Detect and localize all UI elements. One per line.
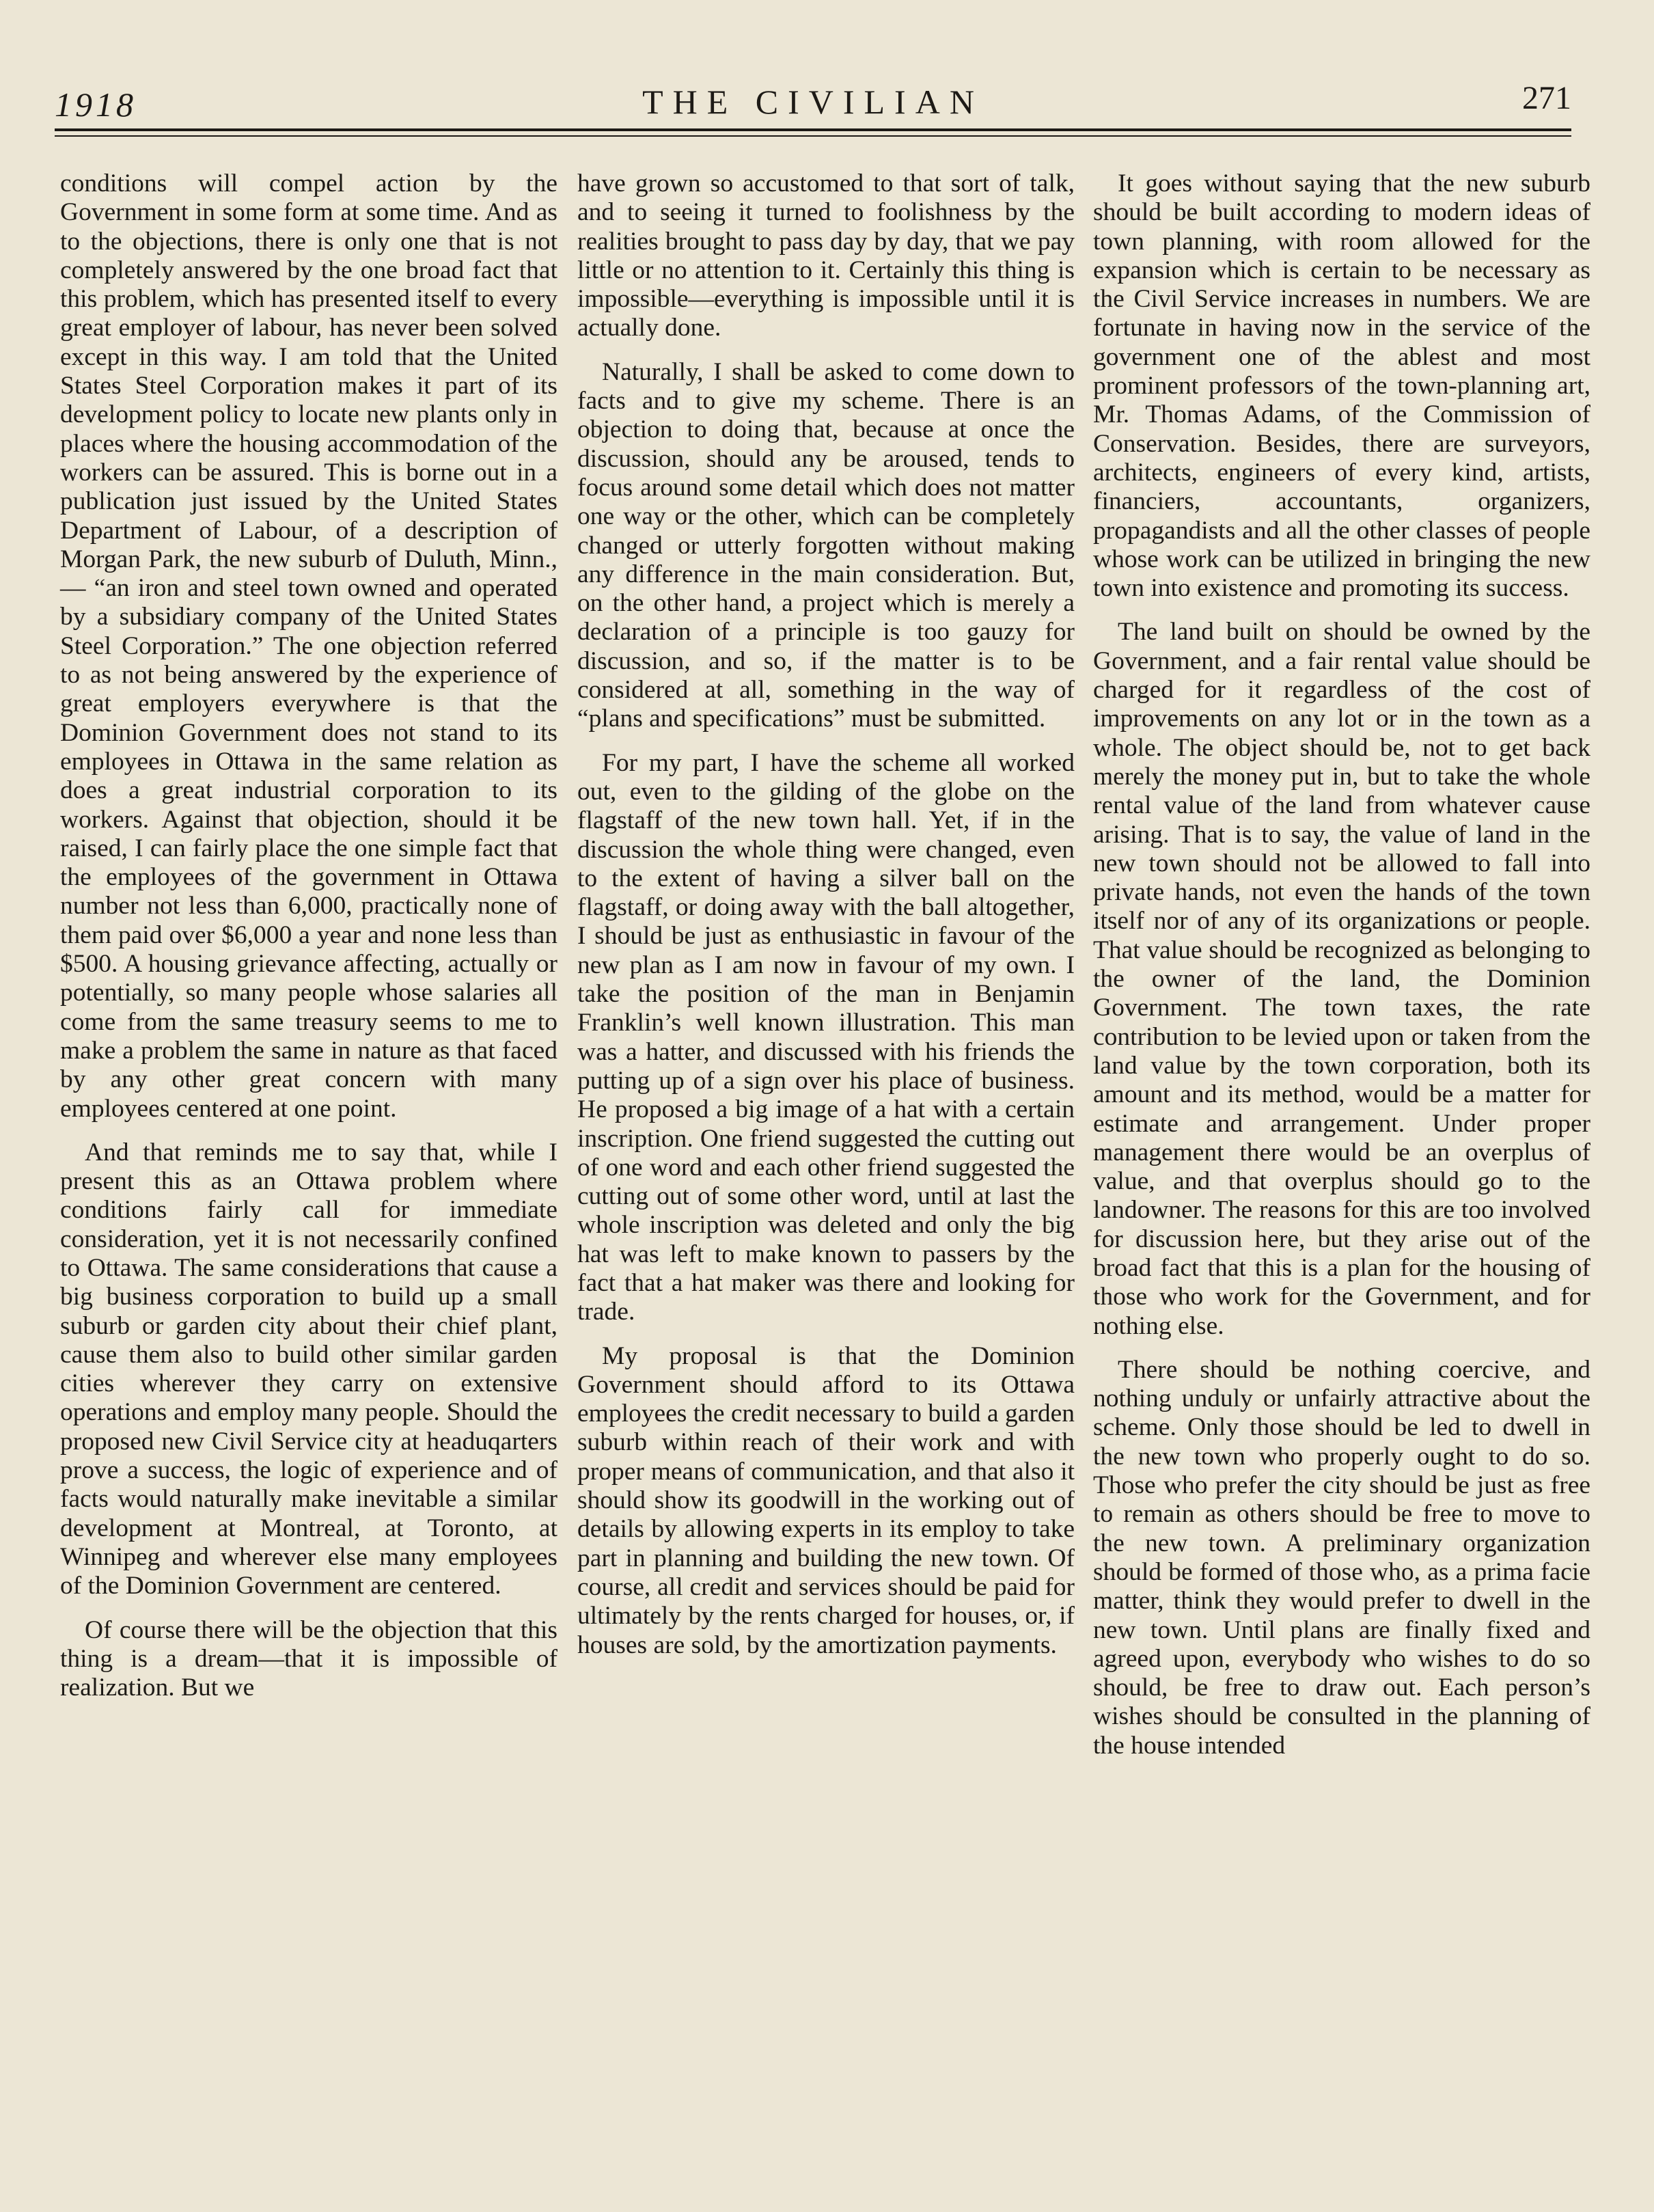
page-number: 271 xyxy=(1522,80,1571,116)
paragraph: There should be nothing coercive, and nothing unduly or unfairly attractive about the scheme. Only those should be led to dwell in the new town who properly ought to do so. Those who prefer the city should be just as free to remain as others should be free to move to the new town. A preliminary organization should be formed of those who, as a prima facie matter, think they would prefer to dwell in the new town. Until plans are finally fixed and agreed upon, everybody who wishes to do so should, be free to draw out. Each person’s wishes should be consulted in the planning of the house intended xyxy=(1093,1355,1590,1760)
page-header xyxy=(55,74,1571,130)
paragraph: And that reminds me to say that, while I present this as an Ottawa problem where conditions fairly call for immediate consideration, yet it is not necessarily confined to Ottawa. The same considerations that cause a big business corporation to build up a small suburb or garden city about their chief plant, cause them also to build other similar garden cities wherever they carry on extensive operations and employ many people. Should the proposed new Civil Service city at headuqarters prove a success, the logic of experience and of facts would naturally make inevitable a similar development at Montreal, at Toronto, at Winnipeg and wherever else many employees of the Dominion Government are centered. xyxy=(60,1138,557,1600)
header-rule-thin xyxy=(55,135,1571,137)
paragraph: For my part, I have the scheme all worked out, even to the gilding of the globe on the flagstaff of the new town hall. Yet, if in the discussion the whole thing were changed, even to the extent of having a silver ball on the flagstaff, or doing away with the ball altogether, I should be just as enthusiastic in favour of the new plan as I am now in favour of my own. I take the position of the man in Benjamin Franklin’s well known illustration. This man was a hatter, and discussed with his friends the putting up of a sign over his place of business. He proposed a big image of a hat with a certain inscription. One friend suggested the cutting out of one word and each other friend suggested the cutting out of some other word, until at last the whole inscription was deleted and only the big hat was left to make known to passers by the fact that a hat maker was there and looking for trade. xyxy=(577,748,1075,1326)
publication-title: THE CIVILIAN xyxy=(642,83,984,121)
paragraph: It goes without saying that the new suburb should be built according to modern ideas of town planning, with room allowed for the expansion which is certain to be necessary as the Civil Service increases in numbers. We are fortunate in having now in the service of the government one of the ablest and most prominent professors of the town-planning art, Mr. Thomas Adams, of the Commission of Conservation. Besides, there are surveyors, architects, engineers of every kind, artists, financiers, accountants, organizers, propagandists and all the other classes of people whose work can be utilized in bringing the new town into existence and promoting its success. xyxy=(1093,169,1590,603)
text-column-3 xyxy=(1093,169,1590,1775)
text-column-1 xyxy=(60,169,557,1717)
paragraph: conditions will compel action by the Government in some form at some time. And as to the objections, there is only one that is not completely answered by the one broad fact that this problem, which has presented itself to every great employer of labour, has never been solved except in this way. I am told that the United States Steel Corporation makes it part of its development policy to locate new plants only in places where the housing accommodation of the workers can be assured. This is borne out in a publication just issued by the United States Department of Labour, of a description of Morgan Park, the new suburb of Duluth, Minn., — “an iron and steel town owned and operated by a subsidiary company of the United States Steel Corporation.” The one objection referred to as not being answered by the experience of great employers everywhere is that the Dominion Government does not stand to its employees in Ottawa in the same relation as does a great industrial corporation to its workers. Against that objection, should it be raised, I can fairly place the one simple fact that the employees of the government in Ottawa number not less than 6,000, practically none of them paid over $6,000 a year and none less than $500. A housing grievance affecting, actually or potentially, so many people whose salaries all come from the same treasury seems to me to make a problem the same in nature as that faced by any other great concern with many employees centered at one point. xyxy=(60,169,557,1123)
paragraph: Of course there will be the objection that this thing is a dream—that it is impossible of realization. But we xyxy=(60,1615,557,1702)
paragraph: My proposal is that the Dominion Government should afford to its Ottawa employees the credit necessary to build a garden suburb within reach of their work and with proper means of communication, and that also it should show its goodwill in the working out of details by allowing experts in its employ to take part in planning and building the new town. Of course, all credit and services should be paid for ultimately by the rents charged for houses, or, if houses are sold, by the amortization payments. xyxy=(577,1341,1075,1659)
text-column-2 xyxy=(577,169,1075,1675)
paragraph: The land built on should be owned by the Government, and a fair rental value should be charged for it regardless of the cost of improvements on any lot or in the town as a whole. The object should be, not to get back merely the money put in, but to take the whole rental value of the land from whatever cause arising. That is to say, the value of land in the new town should not be allowed to fall into private hands, not even the hands of the town itself nor of any of its organizations or people. That value should be recognized as belonging to the owner of the land, the Dominion Government. The town taxes, the rate contribution to be levied upon or taken from the land value by the town corporation, both its amount and its method, would be a matter for estimate and arrangement. Under proper management there would be an overplus of value, and that overplus should go to the landowner. The reasons for this are too involved for discussion here, but they arise out of the broad fact that this is a plan for the housing of those who work for the Government, and for nothing else. xyxy=(1093,618,1590,1340)
paragraph: have grown so accustomed to that sort of talk, and to seeing it turned to foolishness by the realities brought to pass day by day, that we pay little or no attention to it. Certainly this thing is impossible—everything is impossible until it is actually done. xyxy=(577,169,1075,342)
paragraph: Naturally, I shall be asked to come down to facts and to give my scheme. There is an objection to doing that, because at once the discussion, should any be aroused, tends to focus around some detail which does not matter one way or the other, which can be completely changed or utterly forgotten without making any difference in the main consideration. But, on the other hand, a project which is merely a declaration of a principle is too gauzy for discussion, and so, if the matter is to be considered at all, something in the way of “plans and specifications” must be submitted. xyxy=(577,357,1075,733)
header-rule-thick xyxy=(55,128,1571,131)
header-year: 1918 xyxy=(55,85,137,124)
